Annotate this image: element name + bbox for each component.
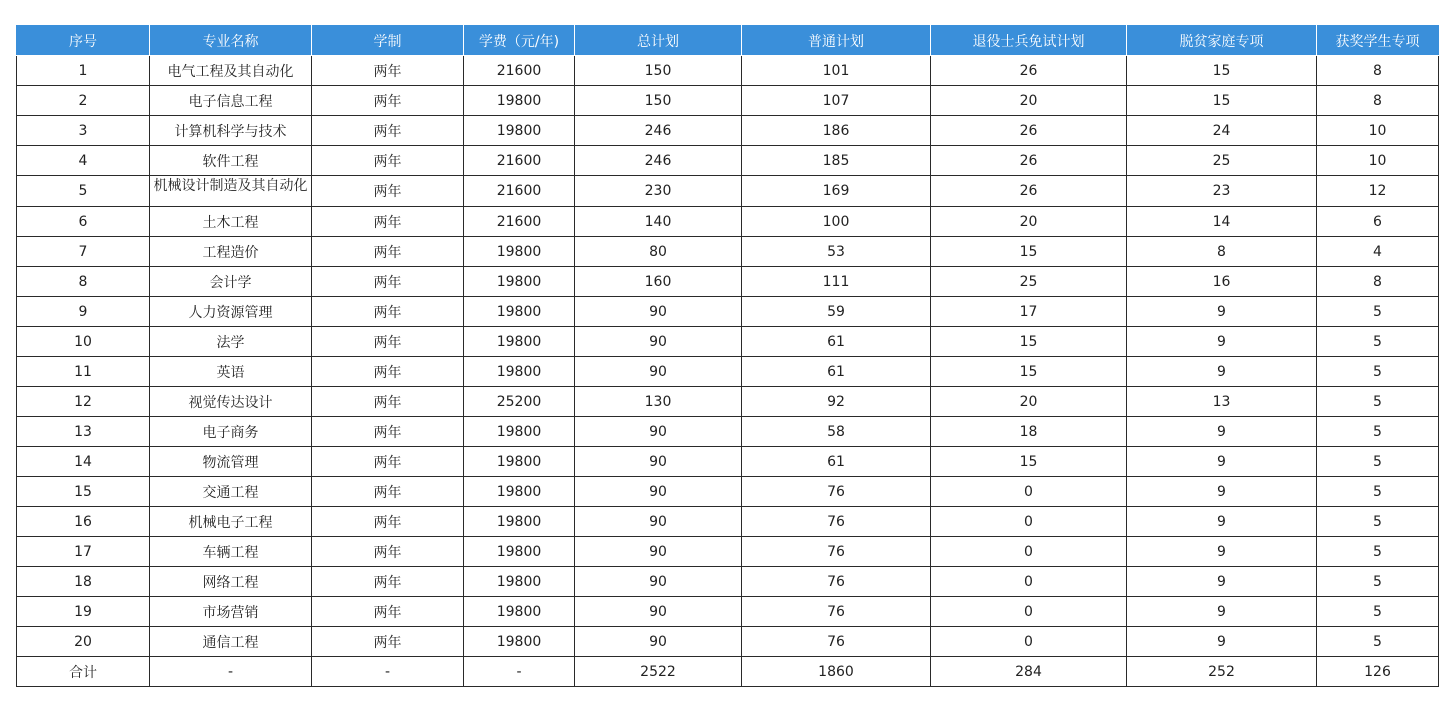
cell-regular-plan: 58 <box>742 417 931 447</box>
table-row <box>17 237 1439 267</box>
table-row <box>17 387 1439 417</box>
cell-regular-plan: 100 <box>742 207 931 237</box>
cell-award-student-plan: 126 <box>1317 657 1439 687</box>
cell-major-name: 通信工程 <box>150 627 312 657</box>
cell-veteran-plan: 26 <box>931 146 1127 176</box>
cell-total-plan: 90 <box>575 327 742 357</box>
table-row <box>17 567 1439 597</box>
cell-award-student-plan: 5 <box>1317 357 1439 387</box>
header-row <box>17 26 1439 56</box>
cell-major-name: 机械电子工程 <box>150 507 312 537</box>
cell-veteran-plan: 0 <box>931 537 1127 567</box>
cell-total-plan: 90 <box>575 627 742 657</box>
cell-major-name: 电气工程及其自动化 <box>150 56 312 86</box>
cell-major-name: 人力资源管理 <box>150 297 312 327</box>
cell-index: 7 <box>17 237 150 267</box>
cell-total-plan: 130 <box>575 387 742 417</box>
table-row <box>17 597 1439 627</box>
cell-award-student-plan: 5 <box>1317 477 1439 507</box>
table-row <box>17 357 1439 387</box>
cell-poverty-family-plan: 24 <box>1127 116 1317 146</box>
cell-regular-plan: 76 <box>742 627 931 657</box>
cell-major-name: 网络工程 <box>150 567 312 597</box>
cell-tuition: 21600 <box>464 176 575 207</box>
cell-tuition: 19800 <box>464 267 575 297</box>
cell-tuition: 19800 <box>464 357 575 387</box>
header-major-name: 专业名称 <box>150 26 312 56</box>
table-row <box>17 207 1439 237</box>
cell-award-student-plan: 5 <box>1317 327 1439 357</box>
cell-total-plan: 90 <box>575 537 742 567</box>
cell-major-name: 法学 <box>150 327 312 357</box>
cell-index: 19 <box>17 597 150 627</box>
cell-veteran-plan: 15 <box>931 447 1127 477</box>
cell-index: 13 <box>17 417 150 447</box>
total-row <box>17 657 1439 687</box>
cell-total-plan: 90 <box>575 447 742 477</box>
header-poverty-family-plan: 脱贫家庭专项 <box>1127 26 1317 56</box>
cell-tuition: 21600 <box>464 56 575 86</box>
table-row <box>17 297 1439 327</box>
cell-veteran-plan: 15 <box>931 237 1127 267</box>
cell-index: 8 <box>17 267 150 297</box>
cell-total-plan: 150 <box>575 56 742 86</box>
cell-veteran-plan: 20 <box>931 207 1127 237</box>
cell-poverty-family-plan: 9 <box>1127 477 1317 507</box>
cell-total-plan: 230 <box>575 176 742 207</box>
cell-veteran-plan: 17 <box>931 297 1127 327</box>
cell-duration: 两年 <box>312 537 464 567</box>
cell-index: 4 <box>17 146 150 176</box>
cell-award-student-plan: 5 <box>1317 417 1439 447</box>
cell-veteran-plan: 0 <box>931 477 1127 507</box>
cell-tuition: - <box>464 657 575 687</box>
cell-regular-plan: 107 <box>742 86 931 116</box>
cell-veteran-plan: 25 <box>931 267 1127 297</box>
cell-total-plan: 90 <box>575 417 742 447</box>
cell-index: 2 <box>17 86 150 116</box>
cell-duration: 两年 <box>312 627 464 657</box>
table-row <box>17 447 1439 477</box>
cell-total-plan: 2522 <box>575 657 742 687</box>
cell-tuition: 19800 <box>464 537 575 567</box>
cell-poverty-family-plan: 13 <box>1127 387 1317 417</box>
cell-poverty-family-plan: 14 <box>1127 207 1317 237</box>
cell-veteran-plan: 20 <box>931 387 1127 417</box>
cell-major-name: - <box>150 657 312 687</box>
cell-duration: 两年 <box>312 357 464 387</box>
table-row <box>17 146 1439 176</box>
cell-regular-plan: 169 <box>742 176 931 207</box>
cell-index: 18 <box>17 567 150 597</box>
cell-poverty-family-plan: 15 <box>1127 56 1317 86</box>
cell-major-name: 工程造价 <box>150 237 312 267</box>
cell-regular-plan: 53 <box>742 237 931 267</box>
cell-regular-plan: 76 <box>742 597 931 627</box>
cell-tuition: 19800 <box>464 417 575 447</box>
cell-major-name: 视觉传达设计 <box>150 387 312 417</box>
table-row <box>17 627 1439 657</box>
cell-tuition: 19800 <box>464 86 575 116</box>
cell-total-plan: 90 <box>575 567 742 597</box>
cell-veteran-plan: 0 <box>931 567 1127 597</box>
cell-duration: - <box>312 657 464 687</box>
cell-major-name: 英语 <box>150 357 312 387</box>
cell-veteran-plan: 26 <box>931 116 1127 146</box>
cell-award-student-plan: 8 <box>1317 267 1439 297</box>
cell-poverty-family-plan: 9 <box>1127 537 1317 567</box>
cell-poverty-family-plan: 9 <box>1127 627 1317 657</box>
cell-regular-plan: 76 <box>742 567 931 597</box>
cell-regular-plan: 185 <box>742 146 931 176</box>
cell-poverty-family-plan: 9 <box>1127 417 1317 447</box>
cell-total-plan: 90 <box>575 507 742 537</box>
cell-poverty-family-plan: 23 <box>1127 176 1317 207</box>
cell-total-plan: 246 <box>575 146 742 176</box>
header-veteran-plan: 退役士兵免试计划 <box>931 26 1127 56</box>
cell-major-name: 会计学 <box>150 267 312 297</box>
cell-index: 10 <box>17 327 150 357</box>
cell-total-plan: 90 <box>575 597 742 627</box>
cell-duration: 两年 <box>312 327 464 357</box>
cell-total-plan: 90 <box>575 477 742 507</box>
table-row <box>17 56 1439 86</box>
cell-award-student-plan: 8 <box>1317 56 1439 86</box>
cell-award-student-plan: 5 <box>1317 627 1439 657</box>
cell-index: 20 <box>17 627 150 657</box>
cell-poverty-family-plan: 8 <box>1127 237 1317 267</box>
cell-index: 6 <box>17 207 150 237</box>
cell-award-student-plan: 10 <box>1317 146 1439 176</box>
cell-award-student-plan: 5 <box>1317 447 1439 477</box>
table-row <box>17 267 1439 297</box>
header-tuition: 学费（元/年) <box>464 26 575 56</box>
header-total-plan: 总计划 <box>575 26 742 56</box>
cell-index: 3 <box>17 116 150 146</box>
cell-major-name: 电子商务 <box>150 417 312 447</box>
cell-duration: 两年 <box>312 567 464 597</box>
cell-index: 15 <box>17 477 150 507</box>
cell-major-name: 电子信息工程 <box>150 86 312 116</box>
cell-tuition: 25200 <box>464 387 575 417</box>
table-row <box>17 417 1439 447</box>
cell-veteran-plan: 284 <box>931 657 1127 687</box>
cell-regular-plan: 101 <box>742 56 931 86</box>
table-row <box>17 86 1439 116</box>
cell-duration: 两年 <box>312 56 464 86</box>
cell-major-name <box>150 176 312 207</box>
cell-duration: 两年 <box>312 86 464 116</box>
table-row <box>17 116 1439 146</box>
cell-major-name: 市场营销 <box>150 597 312 627</box>
enrollment-plan-table <box>16 25 1439 687</box>
cell-poverty-family-plan: 16 <box>1127 267 1317 297</box>
cell-duration: 两年 <box>312 116 464 146</box>
table-body <box>17 56 1439 687</box>
header-regular-plan: 普通计划 <box>742 26 931 56</box>
cell-regular-plan: 76 <box>742 537 931 567</box>
cell-regular-plan: 111 <box>742 267 931 297</box>
cell-tuition: 19800 <box>464 567 575 597</box>
cell-duration: 两年 <box>312 507 464 537</box>
cell-veteran-plan: 15 <box>931 327 1127 357</box>
cell-award-student-plan: 12 <box>1317 176 1439 207</box>
table-row <box>17 477 1439 507</box>
cell-tuition: 19800 <box>464 627 575 657</box>
cell-duration: 两年 <box>312 387 464 417</box>
cell-index: 合计 <box>17 657 150 687</box>
cell-duration: 两年 <box>312 477 464 507</box>
cell-poverty-family-plan: 252 <box>1127 657 1317 687</box>
cell-poverty-family-plan: 9 <box>1127 507 1317 537</box>
cell-index: 17 <box>17 537 150 567</box>
cell-duration: 两年 <box>312 267 464 297</box>
cell-duration: 两年 <box>312 447 464 477</box>
cell-award-student-plan: 5 <box>1317 537 1439 567</box>
cell-regular-plan: 76 <box>742 507 931 537</box>
cell-poverty-family-plan: 9 <box>1127 327 1317 357</box>
cell-tuition: 19800 <box>464 297 575 327</box>
enrollment-plan-table-container <box>16 25 1438 687</box>
cell-regular-plan: 186 <box>742 116 931 146</box>
cell-poverty-family-plan: 9 <box>1127 567 1317 597</box>
cell-award-student-plan: 10 <box>1317 116 1439 146</box>
cell-award-student-plan: 4 <box>1317 237 1439 267</box>
cell-award-student-plan: 5 <box>1317 297 1439 327</box>
cell-award-student-plan: 5 <box>1317 507 1439 537</box>
table-row <box>17 327 1439 357</box>
cell-duration: 两年 <box>312 597 464 627</box>
cell-regular-plan: 61 <box>742 327 931 357</box>
cell-tuition: 21600 <box>464 146 575 176</box>
cell-poverty-family-plan: 9 <box>1127 597 1317 627</box>
cell-veteran-plan: 18 <box>931 417 1127 447</box>
cell-veteran-plan: 0 <box>931 627 1127 657</box>
cell-tuition: 19800 <box>464 477 575 507</box>
cell-veteran-plan: 20 <box>931 86 1127 116</box>
cell-tuition: 19800 <box>464 447 575 477</box>
cell-major-name: 软件工程 <box>150 146 312 176</box>
cell-index: 11 <box>17 357 150 387</box>
cell-duration: 两年 <box>312 176 464 207</box>
cell-tuition: 21600 <box>464 207 575 237</box>
table-row <box>17 507 1439 537</box>
cell-duration: 两年 <box>312 417 464 447</box>
cell-index: 9 <box>17 297 150 327</box>
cell-total-plan: 90 <box>575 357 742 387</box>
cell-poverty-family-plan: 15 <box>1127 86 1317 116</box>
header-duration: 学制 <box>312 26 464 56</box>
cell-award-student-plan: 5 <box>1317 567 1439 597</box>
cell-poverty-family-plan: 9 <box>1127 447 1317 477</box>
cell-veteran-plan: 15 <box>931 357 1127 387</box>
cell-major-name-text: 机械设计制造及其自动化 <box>153 178 308 194</box>
cell-regular-plan: 61 <box>742 357 931 387</box>
cell-award-student-plan: 5 <box>1317 597 1439 627</box>
cell-veteran-plan: 26 <box>931 176 1127 207</box>
header-index: 序号 <box>17 26 150 56</box>
cell-tuition: 19800 <box>464 507 575 537</box>
cell-index: 12 <box>17 387 150 417</box>
cell-total-plan: 160 <box>575 267 742 297</box>
cell-index: 16 <box>17 507 150 537</box>
cell-index: 1 <box>17 56 150 86</box>
cell-veteran-plan: 26 <box>931 56 1127 86</box>
cell-major-name: 计算机科学与技术 <box>150 116 312 146</box>
cell-duration: 两年 <box>312 146 464 176</box>
cell-regular-plan: 76 <box>742 477 931 507</box>
cell-index: 5 <box>17 176 150 207</box>
cell-duration: 两年 <box>312 237 464 267</box>
cell-major-name: 交通工程 <box>150 477 312 507</box>
cell-major-name: 物流管理 <box>150 447 312 477</box>
header-award-student-plan: 获奖学生专项 <box>1317 26 1439 56</box>
cell-total-plan: 246 <box>575 116 742 146</box>
cell-tuition: 19800 <box>464 237 575 267</box>
cell-regular-plan: 61 <box>742 447 931 477</box>
cell-tuition: 19800 <box>464 597 575 627</box>
cell-regular-plan: 92 <box>742 387 931 417</box>
cell-total-plan: 150 <box>575 86 742 116</box>
cell-regular-plan: 59 <box>742 297 931 327</box>
cell-duration: 两年 <box>312 207 464 237</box>
cell-major-name: 土木工程 <box>150 207 312 237</box>
cell-award-student-plan: 6 <box>1317 207 1439 237</box>
cell-duration: 两年 <box>312 297 464 327</box>
cell-veteran-plan: 0 <box>931 597 1127 627</box>
table-header <box>17 26 1439 56</box>
cell-regular-plan: 1860 <box>742 657 931 687</box>
cell-tuition: 19800 <box>464 116 575 146</box>
cell-index: 14 <box>17 447 150 477</box>
cell-poverty-family-plan: 9 <box>1127 357 1317 387</box>
table-row <box>17 176 1439 207</box>
cell-major-name: 车辆工程 <box>150 537 312 567</box>
cell-total-plan: 90 <box>575 297 742 327</box>
cell-award-student-plan: 5 <box>1317 387 1439 417</box>
cell-tuition: 19800 <box>464 327 575 357</box>
cell-poverty-family-plan: 25 <box>1127 146 1317 176</box>
cell-total-plan: 80 <box>575 237 742 267</box>
cell-poverty-family-plan: 9 <box>1127 297 1317 327</box>
cell-award-student-plan: 8 <box>1317 86 1439 116</box>
table-row <box>17 537 1439 567</box>
cell-veteran-plan: 0 <box>931 507 1127 537</box>
cell-total-plan: 140 <box>575 207 742 237</box>
